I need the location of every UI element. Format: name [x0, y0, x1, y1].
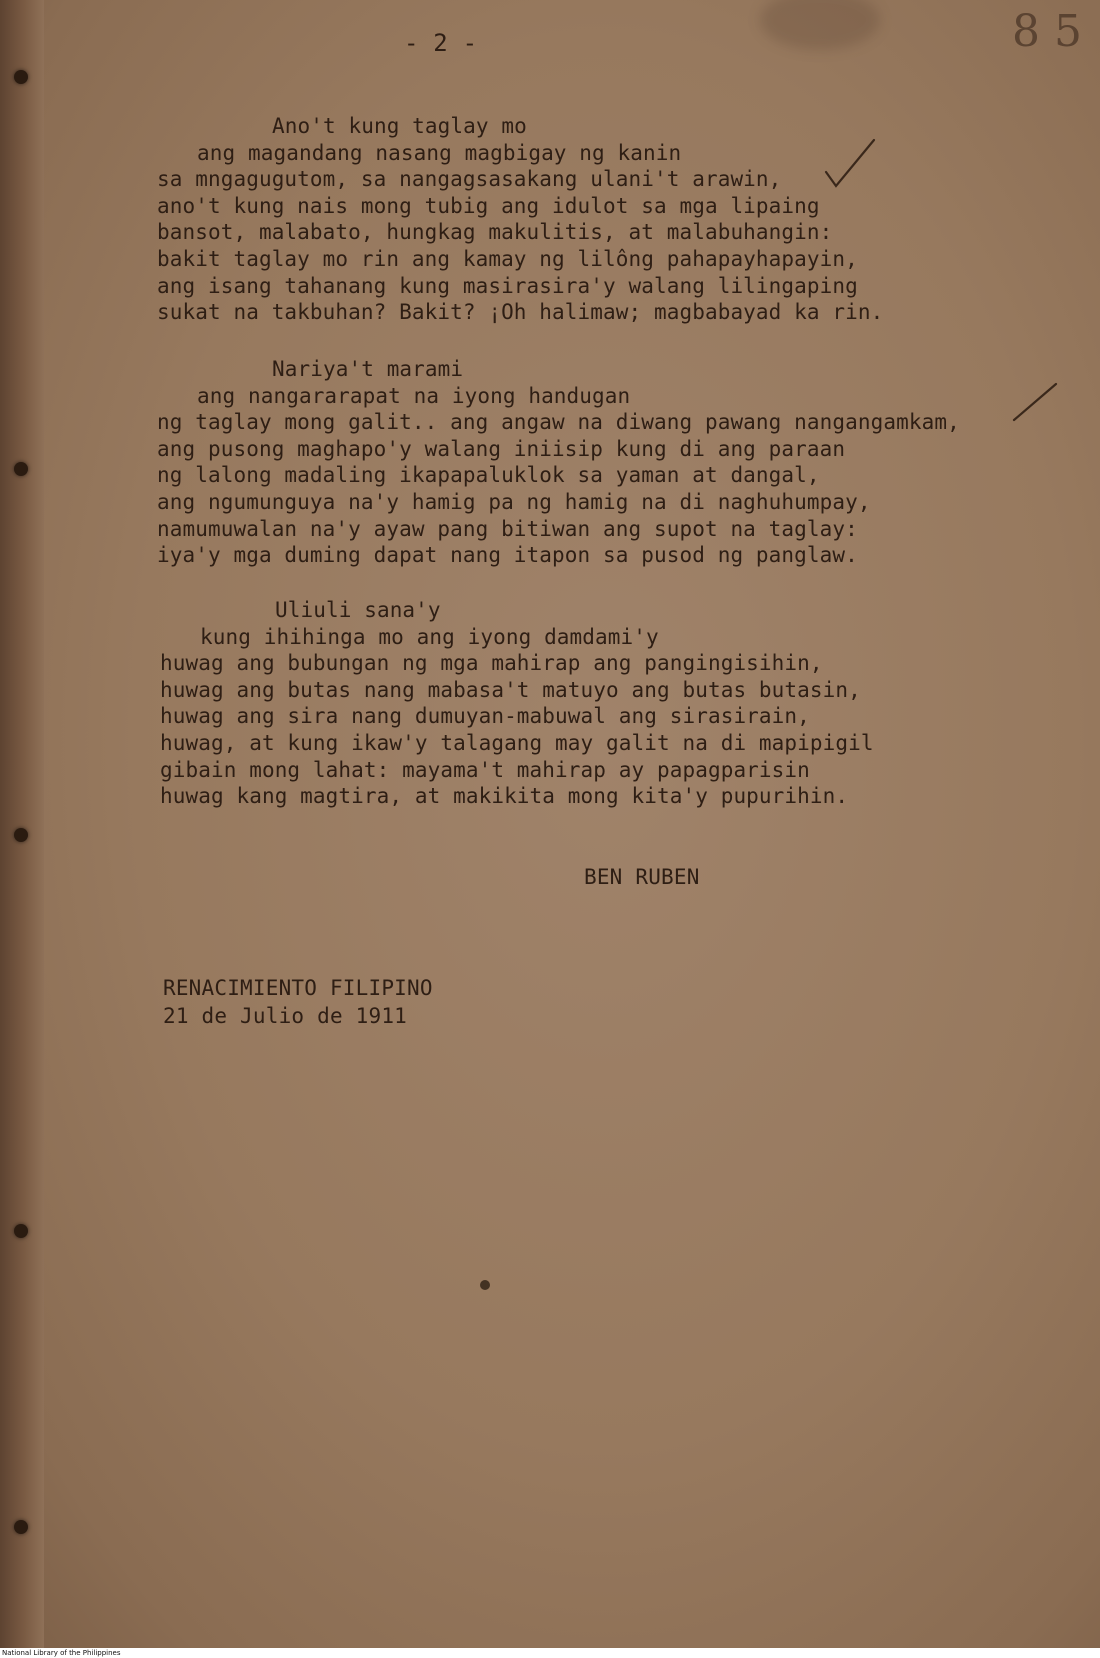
stanza-3 [160, 597, 874, 810]
checkmark-icon [1010, 380, 1060, 426]
poem-line: huwag kang magtira, at makikita mong kita'y pupurihin. [160, 784, 849, 809]
poem-line: sa mngagugutom, sa nangagsasakang ulani't arawin, [157, 167, 782, 192]
publication-date: 21 de Julio de 1911 [163, 1004, 408, 1028]
binding-hole [14, 828, 28, 842]
poem-line: huwag ang sira nang dumuyan-mabuwal ang sirasirain, [160, 704, 810, 729]
poem-line: namumuwalan na'y ayaw pang bitiwan ang supot na taglay: [157, 516, 858, 541]
poem-line: Ano't kung taglay mo [272, 114, 527, 138]
stanza-1 [157, 113, 883, 326]
poem-line: ng lalong madaling ikapapaluklok sa yaman at dangal, [157, 463, 820, 488]
binding-hole [14, 70, 28, 84]
poem-line: ang magandang nasang magbigay ng kanin [197, 140, 682, 165]
author-signature: BEN RUBEN [584, 865, 700, 889]
poem-line: ang ngumunguya na'y hamig pa ng hamig na di naghuhumpay, [157, 489, 871, 514]
binding-hole [14, 1224, 28, 1238]
poem-line: ang nangararapat na iyong handugan [197, 383, 631, 408]
binding-edge [0, 0, 44, 1648]
poem-line: iya'y mga duming dapat nang itapon sa pusod ng panglaw. [157, 543, 858, 568]
poem-line: kung ihihinga mo ang iyong damdami'y [200, 624, 659, 649]
poem-line: gibain mong lahat: mayama't mahirap ay papagparisin [160, 757, 810, 782]
footer-credit: National Library of the Philippines [2, 1649, 121, 1657]
source-citation [163, 974, 433, 1030]
poem-line: huwag ang bubungan ng mga mahirap ang pangingisihin, [160, 651, 823, 676]
handwritten-page-note: 8 5 [1012, 6, 1082, 57]
poem-line: ng taglay mong galit.. ang angaw na diwang pawang nangangamkam, [157, 410, 960, 435]
poem-line: bakit taglay mo rin ang kamay ng lilông pahapayhapayin, [157, 246, 858, 271]
poem-line: huwag ang butas nang mabasa't matuyo ang butas butasin, [160, 677, 861, 702]
binding-hole [14, 462, 28, 476]
poem-line: ang isang tahanang kung masirasira'y walang lilingaping [157, 273, 858, 298]
poem-line: Nariya't marami [272, 357, 464, 381]
binding-hole [14, 1520, 28, 1534]
checkmark-icon [820, 136, 880, 192]
poem-line: ang pusong maghapo'y walang iniisip kung di ang paraan [157, 436, 846, 461]
poem-line: ano't kung nais mong tubig ang idulot sa mga lipaing [157, 193, 820, 218]
stanza-2 [157, 356, 960, 569]
poem-line: Uliuli sana'y [275, 598, 441, 622]
poem-line: bansot, malabato, hungkag makulitis, at malabuhangin: [157, 220, 833, 245]
footer-bar [0, 1648, 1100, 1658]
poem-line: sukat na takbuhan? Bakit? ¡Oh halimaw; magbabayad ka rin. [157, 300, 884, 325]
ink-dot [480, 1280, 490, 1290]
page-number: - 2 - [404, 29, 478, 57]
paper-stain [760, 0, 880, 50]
poem-line: huwag, at kung ikaw'y talagang may galit na di mapipigil [160, 730, 874, 755]
publication-name: RENACIMIENTO FILIPINO [163, 976, 433, 1000]
